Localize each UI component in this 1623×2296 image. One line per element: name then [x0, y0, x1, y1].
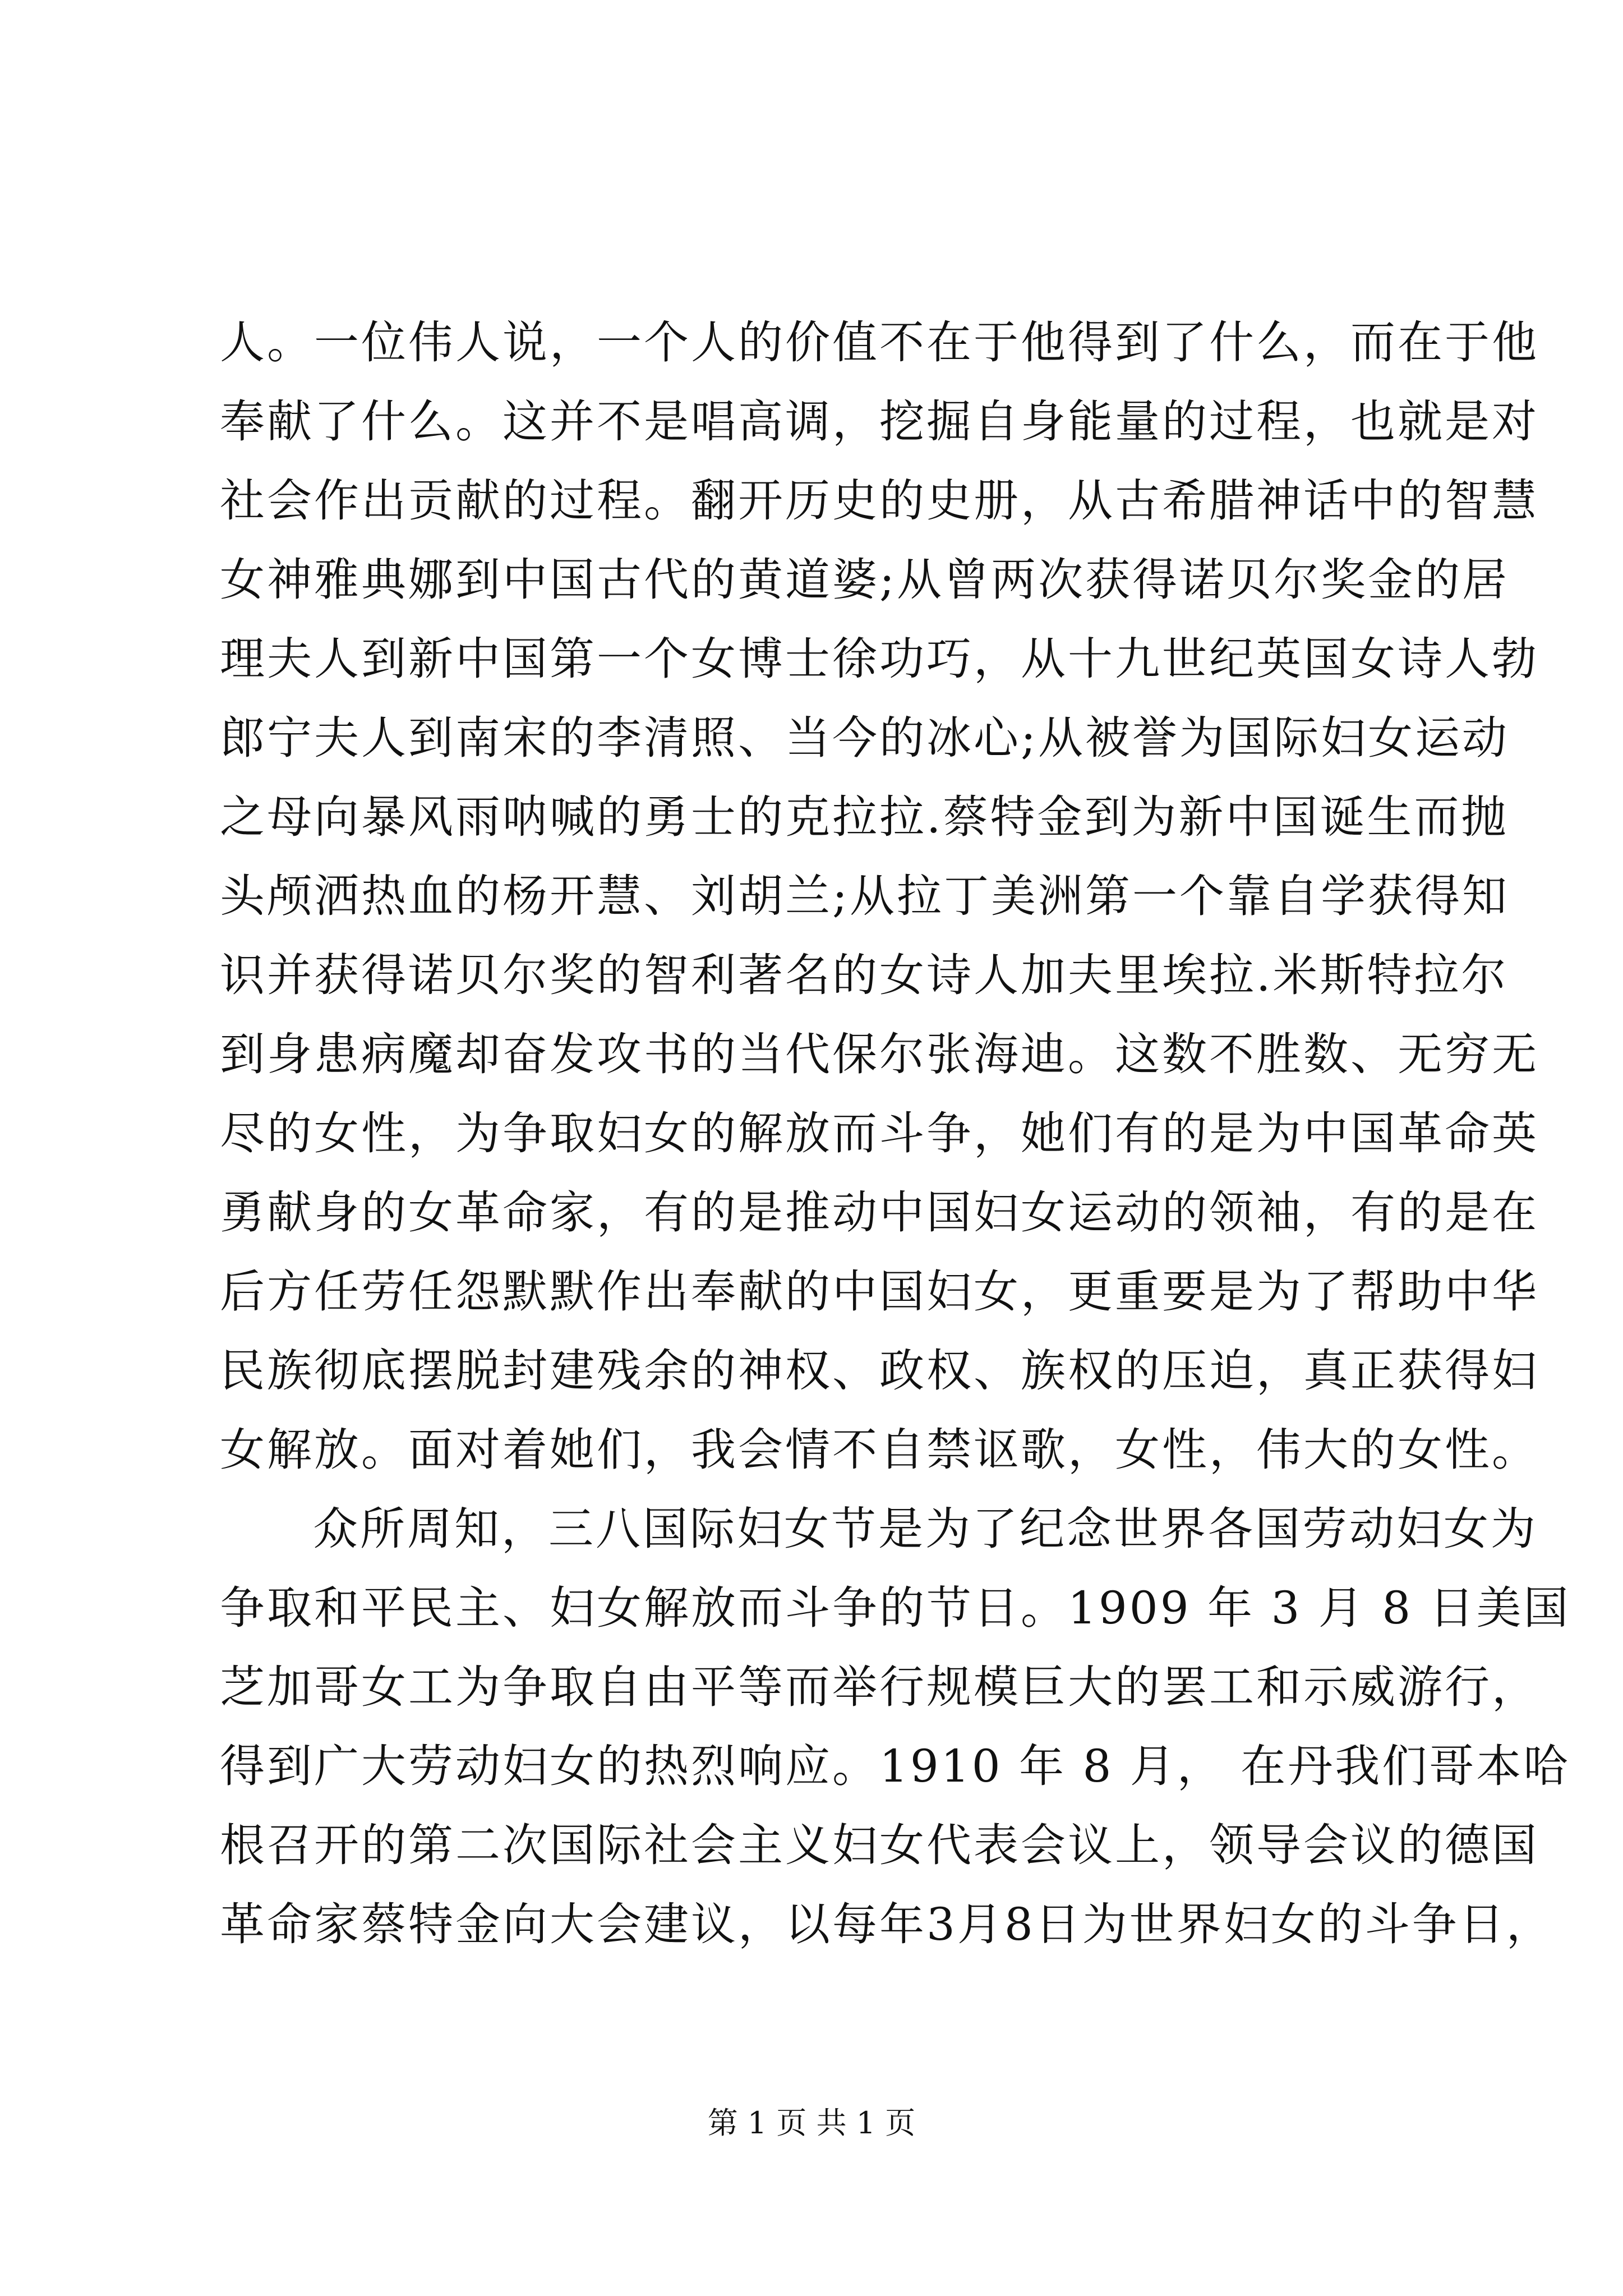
text-line: 识并获得诺贝尔奖的智利著名的女诗人加夫里埃拉.米斯特拉尔 — [220, 949, 1509, 1001]
text-line: 郎宁夫人到南宋的李清照、当今的冰心;从被誉为国际妇女运动 — [220, 712, 1509, 764]
text-line: 女神雅典娜到中国古代的黄道婆;从曾两次获得诺贝尔奖金的居 — [220, 554, 1509, 606]
paragraph-start-line: 众所周知，三八国际妇女节是为了纪念世界各国劳动妇女为 — [313, 1503, 1538, 1555]
text-line: 勇献身的女革命家，有的是推动中国妇女运动的领袖，有的是在 — [220, 1186, 1539, 1239]
document-body — [220, 303, 1571, 1964]
text-line: 根召开的第二次国际社会主义妇女代表会议上，领导会议的德国 — [220, 1819, 1539, 1871]
text-line: 民族彻底摆脱封建残余的神权、政权、族权的压迫，真正获得妇 — [220, 1345, 1539, 1397]
page-footer: 第 1 页 共 1 页 — [707, 2105, 916, 2141]
text-line: 得到广大劳动妇女的热烈响应。1910 年 8 月， 在丹我们哥本哈 — [220, 1740, 1571, 1792]
text-line: 尽的女性，为争取妇女的解放而斗争，她们有的是为中国革命英 — [220, 1107, 1539, 1159]
text-line: 革命家蔡特金向大会建议，以每年3月8日为世界妇女的斗争日， — [220, 1898, 1553, 1950]
text-line: 芝加哥女工为争取自由平等而举行规模巨大的罢工和示威游行， — [220, 1661, 1539, 1713]
text-line: 后方任劳任怨默默作出奉献的中国妇女，更重要是为了帮助中华 — [220, 1266, 1539, 1318]
text-line: 人。一位伟人说，一个人的价值不在于他得到了什么，而在于他 — [220, 316, 1539, 369]
text-line: 头颅洒热血的杨开慧、刘胡兰;从拉丁美洲第一个靠自学获得知 — [220, 870, 1509, 922]
text-line: 奉献了什么。这并不是唱高调，挖掘自身能量的过程，也就是对 — [220, 395, 1539, 448]
text-line: 之母向暴风雨呐喊的勇士的克拉拉.蔡特金到为新中国诞生而抛 — [220, 791, 1509, 843]
text-line: 社会作出贡献的过程。翻开历史的史册，从古希腊神话中的智慧 — [220, 475, 1539, 527]
text-line: 争取和平民主、妇女解放而斗争的节日。1909 年 3 月 8 日美国 — [220, 1582, 1571, 1634]
text-line: 到身患病魔却奋发攻书的当代保尔张海迪。这数不胜数、无穷无 — [220, 1028, 1539, 1080]
text-line: 理夫人到新中国第一个女博士徐功巧，从十九世纪英国女诗人勃 — [220, 633, 1539, 685]
text-line: 女解放。面对着她们，我会情不自禁讴歌，女性，伟大的女性。 — [220, 1424, 1539, 1476]
